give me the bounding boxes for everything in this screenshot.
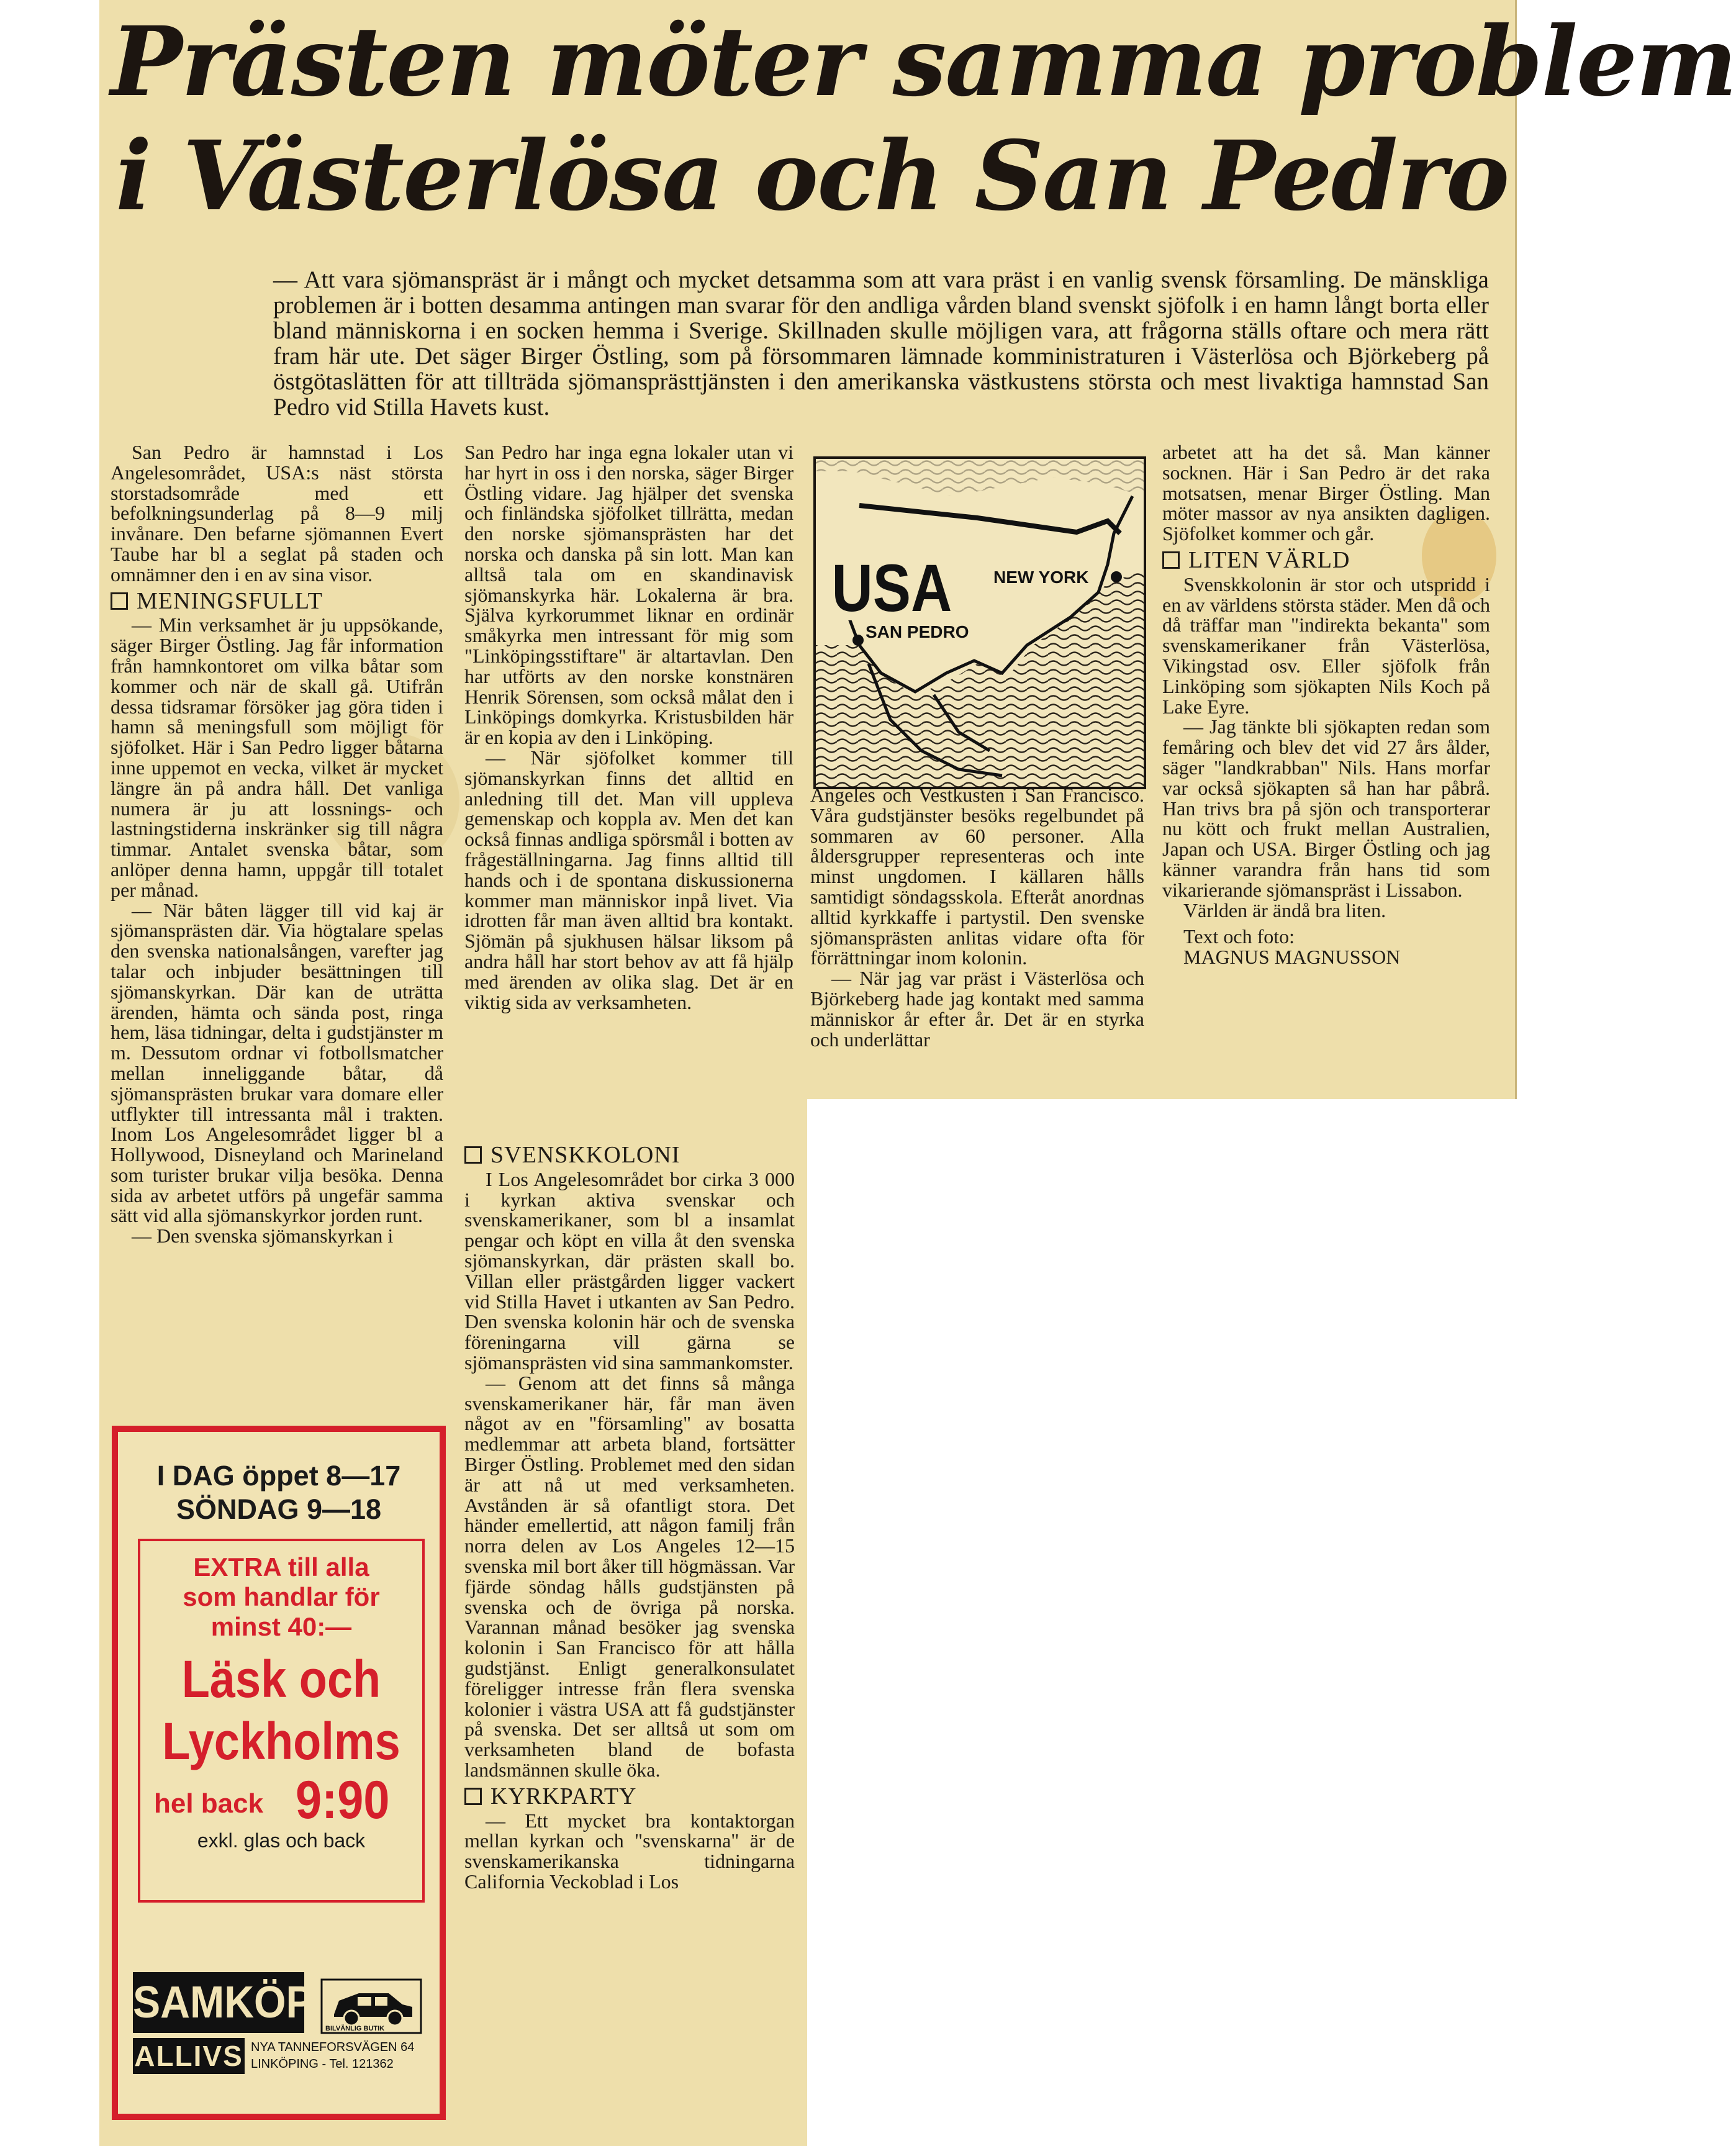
car-icon	[322, 1980, 421, 2033]
subheading-text: LITEN VÄRLD	[1188, 546, 1350, 573]
paragraph: — Genom att det finns så många svenskamerikaner här, får man även något av en "församling" av bosatta medlemmar att arbeta bland, fortsätter Birger Östling. Problemet med den sidan är att nå ut med verksamheten. Avstånden är så ofantligt stora. Det händer emellertid, att någon familj från norra delen av Los Angeles 12—15 svenska mil bort åker till högmässan. Var fjärde söndag hålls gudstjänsten på svenska och de övriga på norska. Varannan månad besöker jag svenska kolonin i San Francisco för att hålla gudstjänst. Enligt generalkonsulatet föreligger intresse från flera svenska kolonier i västra USA att få gudstjänster på svenska. Det ser alltså ut som om verksamheten bland de bofasta landsmännen skulle öka.	[464, 1371, 795, 1781]
column-1	[111, 442, 443, 1246]
paragraph: Angeles och Vestkusten i San Francisco. Våra gudstjänster besöks regelbundet på sommaren av 60 personer. Alla åldersgrupper representeras och inte minst ungdomen. I källaren hålls samtidigt söndagsskola. Efteråt anordnas alltid kyrkkaffe i partystil. Den svenske sjömansprästen anlitas vidare ofta för förrättningar inom kolonin.	[810, 784, 1144, 969]
samkop-advertisement	[112, 1426, 446, 2120]
credit-name: MAGNUS MAGNUSSON	[1183, 946, 1401, 969]
paragraph: — Min verksamhet är ju uppsökande, säger Birger Östling. Jag får information från hamnkontoret om vilka båtar som kommer och när de skall gå. Utifrån dessa tidsramar försöker jag göra tiden i hamn så meningsfull som möjligt för sjöfolket. Här i San Pedro ligger båtarna inne uppemot en vecka, vilket är mycket längre än på andra håll. Det vanliga numera är ju att lossnings- och lastningstiderna inskränker sig till några timmar. Antalet svenska båtar, som anlöper denna hamn, uppgår till totalet per månad.	[111, 613, 443, 901]
column-4	[1162, 442, 1490, 967]
ad-note: exkl. glas och back	[197, 1829, 366, 1852]
subheading-liten-varld	[1162, 546, 1490, 573]
checkbox-square-icon	[464, 1146, 482, 1164]
subheading-text: KYRKPARTY	[491, 1783, 637, 1809]
shop-tag: BILVÄNLIG BUTIK	[325, 2025, 385, 2032]
usa-map	[813, 456, 1146, 789]
paragraph: Svenskkolonin är stor och utspridd i en av världens största städer. Men då och då träffar man "indirekta bekanta" som svenskamerikaner från Västerlösa, Vikingstad osv. Eller sjöfolk från Linköping som sjökapten Nils Koch på Lake Eyre.	[1162, 573, 1490, 718]
headline	[111, 5, 1736, 233]
ad-hours-today: I DAG öppet 8—17	[156, 1460, 401, 1492]
paragraph: — Jag tänkte bli sjökapten redan som femåring och blev det vid 27 års ålder, säger "landkrabban" Nils. Hans morfar var också sjökapten så han har påbrå. Han trivs bra på sjön och transporterar nu kött och frukt mellan Australien, Japan och USA. Birger Östling och jag känner varandra från hans tid som vikarierande sjömanspräst i Lissabon.	[1162, 715, 1490, 901]
column-2-continued	[464, 1139, 795, 1892]
san-pedro-dot	[852, 635, 864, 646]
ad-address-line: LINKÖPING - Tel. 121362	[251, 2057, 394, 2071]
intro-paragraph: — Att vara sjömanspräst är i mångt och mycket detsamma som att vara präst i en vanlig svensk församling. De mänskliga problemen är i botten desamma antingen man svarar för den andliga vården bland svenskt sjöfolk i en hamn långt borta eller bland människorna i en socken hemma i Sverige. Skillnaden skulle möjligen vara, att frågorna ställs oftare och mera rätt fram här ute. Det säger Birger Östling, som på försommaren lämnade komministraturen i Västerlösa och Björkeberg på östgötaslätten för att tillträda sjömansprästtjänsten i den amerikanska västkustens största och mest livaktiga hamnstad San Pedro vid Stilla Havets kust.	[273, 266, 1489, 420]
paragraph: I Los Angelesområdet bor cirka 3 000 i kyrkan aktiva svenskar och svenskamerikaner, som bl a insamlat pengar och köpt en villa åt den svenska sjömanskyrkan, där prästen skall bo. Villan eller prästgården ligger vackert vid Stilla Havet i utkanten av San Pedro. Den svenska kolonin här och de svenska föreningarna vill gärna se sjömansprästen vid sina sammankomster.	[464, 1167, 795, 1374]
paragraph: — Ett mycket bra kontaktorgan mellan kyrkan och "svenskarna" är de svenskamerikanska tidningarna California Veckoblad i Los	[464, 1809, 795, 1893]
samkop-wordmark: SAMKÖP	[133, 1972, 304, 2033]
paragraph: arbetet att ha det så. Man känner socknen. Här i San Pedro är det raka motsatsen, menar Birger Östling. Man möter massor av nya ansikten dagligen. Sjöfolket kommer och går.	[1162, 441, 1490, 545]
headline-line-2: i Västerlösa och San Pedro	[115, 120, 1509, 232]
paragraph: — När sjöfolket kommer till sjömanskyrkan finns det alltid en anledning till det. Man vill uppleva gemenskap och koppla av. Men det kan också finnas andliga spörsmål i botten av frågeställningarna. Jag finns alltid till hands och i de spontana diskussionerna kommer man människor inpå livet. Via idrotten får man även alltid bra kontakt. Sjömän på sjukhusen hälsar liksom på andra håll har stort behov av att få hjälp med ärenden av olika slag. Det är en viktig sida av verksamheten.	[464, 746, 793, 1013]
column-2	[464, 442, 793, 1012]
paragraph: — När båten lägger till vid kaj är sjömansprästen där. Via högtalare spelas den svenska nationalsången, varefter jag talar och inbjuder besättningen till sjömanskyrkan. Där kan de uträtta ärenden, hämta och sända post, ringa hem, läsa tidningar, delta i gudstjänster m m. Dessutom ordnar vi fotbollsmatcher mellan inneliggande båtar, då sjömansprästen brukar vara domare eller utflykter till intressanta mål i trakten. Inom Los Angelesområdet ligger bl a Hollywood, Disneyland och Marineland som turister brukar vilja besöka. Denna sida av arbetet utförs på ungefär samma sätt vid alla sjömanskyrkor jorden runt.	[111, 899, 443, 1227]
ad-unit: hel back	[154, 1788, 264, 1819]
new-york-label: NEW YORK	[993, 568, 1089, 587]
paragraph: San Pedro har inga egna lokaler utan vi har hyrt in oss i den norska, säger Birger Östling vidare. Jag hjälper det svenska och finländska sjöfolket tillrätta, medan den norske sjömansprästen har det norska och danska på sin lott. Man kan alltså tala om en skandinavisk sjömanskyrka här. Lokalerna är bra. Själva kyrkorummet liknar en ordinär småkyrka men intressant för mig som "Linköpingsstiftare" är altartavlan. Den har utförts av den norske konstnären Henrik Sörensen, som också målat den i Linköpings domkyrka. Kristusbilden här är en kopia av den i Linköping.	[464, 441, 793, 749]
ad-price: 9:90	[296, 1770, 390, 1830]
ad-extra-line: som handlar för	[183, 1582, 380, 1611]
ad-hours-sunday: SÖNDAG 9—18	[176, 1493, 382, 1525]
subheading-meningsfullt	[111, 587, 443, 614]
ad-extra-line: EXTRA till alla	[193, 1552, 369, 1582]
headline-line-1: Prästen möter samma problem	[111, 6, 1736, 118]
ad-hours	[118, 1459, 440, 1526]
checkbox-square-icon	[1162, 551, 1180, 569]
ad-price-row	[140, 1770, 422, 1830]
credit: Text och foto:	[1183, 925, 1295, 948]
paragraph: — När jag var präst i Västerlösa och Björkeberg hade jag kontakt med samma människor år efter år. Det är en styrka och underlättar	[810, 967, 1144, 1051]
ad-product-line: Lyckholms	[162, 1712, 400, 1770]
ad-offer-box	[138, 1539, 425, 1903]
subheading-text: SVENSKKOLONI	[491, 1142, 680, 1168]
ad-product	[157, 1648, 405, 1772]
map-graphic	[816, 459, 1144, 787]
ad-address-line: NYA TANNEFORSVÄGEN 64	[251, 2040, 415, 2054]
checkbox-square-icon	[464, 1788, 482, 1805]
border-line	[859, 505, 1120, 533]
san-pedro-label: SAN PEDRO	[866, 622, 969, 641]
ocean-upper	[816, 459, 1144, 496]
ad-address	[251, 2039, 425, 2073]
subheading-kyrkparty	[464, 1783, 795, 1809]
paragraph: San Pedro är hamnstad i Los Angelesområdet, USA:s näst största storstadsområde med ett befolkningsunderlag på 8—9 milj invånare. Den befarne sjömannen Evert Taube har bl a seglat på staden och omnämner den i en av sina visor.	[111, 441, 443, 586]
paragraph: Världen är ändå bra liten.	[1183, 899, 1386, 921]
column-3	[810, 785, 1144, 1049]
new-york-dot	[1111, 571, 1122, 582]
ad-extra	[140, 1552, 422, 1642]
subheading-text: MENINGSFULLT	[137, 587, 323, 614]
checkbox-square-icon	[111, 592, 128, 610]
ad-product-line: Läsk och	[181, 1650, 381, 1708]
subheading-svenskkoloni	[464, 1142, 795, 1168]
usa-label: USA	[831, 551, 952, 626]
paragraph: — Den svenska sjömanskyrkan i	[132, 1225, 394, 1247]
samkop-logo	[133, 1972, 422, 2099]
allivs-wordmark: ALLIVS	[133, 2038, 245, 2074]
ad-extra-line: minst 40:—	[210, 1612, 352, 1641]
